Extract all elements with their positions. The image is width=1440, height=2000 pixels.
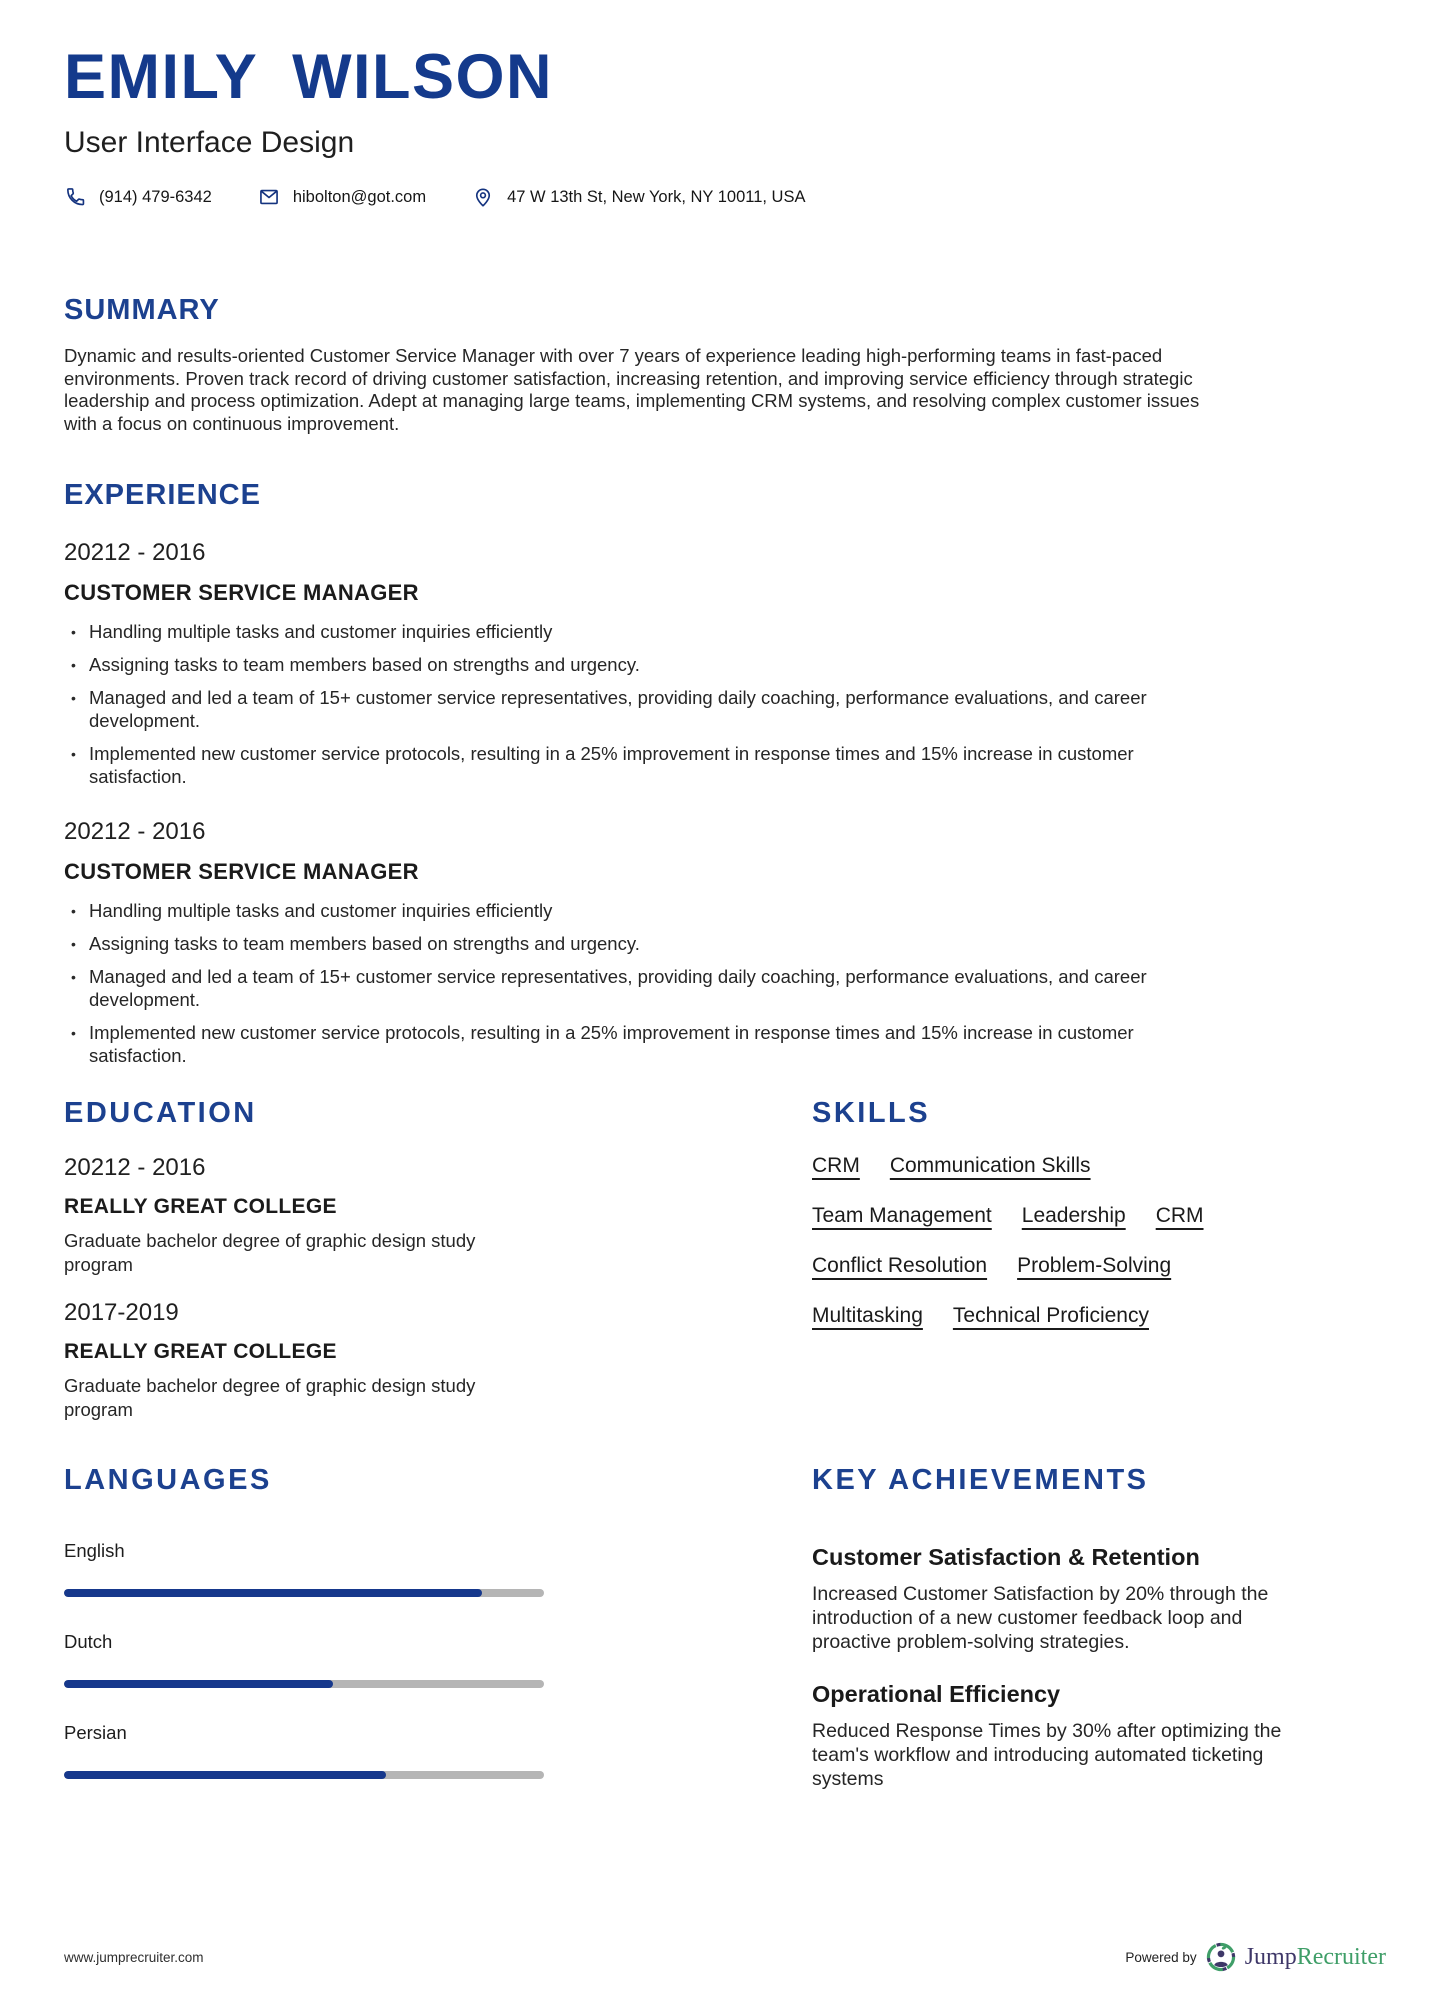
languages-achievements-row bbox=[64, 1464, 1376, 1790]
experience-heading: EXPERIENCE bbox=[64, 479, 261, 512]
brand-name-recruiter: Recruiter bbox=[1296, 1944, 1386, 1970]
contact-address bbox=[472, 186, 805, 208]
achievement-item bbox=[812, 1681, 1376, 1791]
skill-row bbox=[812, 1254, 1376, 1278]
language-item bbox=[64, 1540, 764, 1597]
language-name: English bbox=[64, 1539, 125, 1561]
education-dates: 20212 - 2016 bbox=[64, 1154, 206, 1182]
education-entries bbox=[64, 1154, 764, 1422]
skill-item: Problem-Solving bbox=[1017, 1254, 1172, 1278]
job-bullet: • Managed and led a team of 15+ customer service representatives, providing daily coaching, performance evaluations, and career development. bbox=[64, 965, 1214, 1011]
footer-brand bbox=[1125, 1942, 1386, 1972]
brand-name bbox=[1245, 1945, 1386, 1969]
skill-item: Technical Proficiency bbox=[952, 1304, 1149, 1328]
languages-heading: LANGUAGES bbox=[64, 1464, 272, 1497]
language-level-bar bbox=[64, 1680, 544, 1688]
resume-header bbox=[64, 44, 1376, 208]
skills-list bbox=[812, 1154, 1376, 1328]
summary-heading: SUMMARY bbox=[64, 294, 220, 327]
education-description: Graduate bachelor degree of graphic design study program bbox=[64, 1375, 476, 1421]
skill-row bbox=[812, 1154, 1376, 1178]
job-entry bbox=[64, 818, 1376, 1067]
job-bullet: • Assigning tasks to team members based on strengths and urgency. bbox=[64, 653, 1214, 676]
contact-phone-text: (914) 479-6342 bbox=[99, 187, 212, 206]
job-bullet: • Assigning tasks to team members based on strengths and urgency. bbox=[64, 932, 1214, 955]
contact-row bbox=[64, 186, 1376, 208]
skill-item: Team Management bbox=[812, 1204, 992, 1228]
achievements-section bbox=[812, 1464, 1376, 1790]
job-dates: 20212 - 2016 bbox=[64, 817, 206, 845]
language-name: Dutch bbox=[64, 1630, 113, 1652]
achievement-item bbox=[812, 1544, 1376, 1654]
skill-row bbox=[812, 1304, 1376, 1328]
education-description: Graduate bachelor degree of graphic design study program bbox=[64, 1230, 476, 1276]
job-bullet: • Handling multiple tasks and customer inquiries efficiently bbox=[64, 620, 1214, 643]
summary-text: Dynamic and results-oriented Customer Service Manager with over 7 years of experience leading high-performing teams in fast-paced environments. Proven track record of driving customer satisfaction, increasing retention, and improving service efficiency through strategic leadership and process optimization. Adept at managing large teams, implementing CRM systems, and resolving complex customer issues with a focus on continuous improvement. bbox=[64, 345, 1200, 434]
job-bullets bbox=[64, 620, 1214, 788]
language-name: Persian bbox=[64, 1721, 127, 1743]
achievement-description: Increased Customer Satisfaction by 20% through the introduction of a new customer feedback loop and proactive problem-solving strategies. bbox=[812, 1582, 1269, 1653]
job-bullet: • Implemented new customer service protocols, resulting in a 25% improvement in response times and 15% increase in customer satisfaction. bbox=[64, 742, 1214, 788]
location-icon bbox=[472, 186, 494, 208]
languages-section bbox=[64, 1464, 764, 1790]
summary-section bbox=[64, 294, 1376, 435]
language-level-fill bbox=[64, 1589, 482, 1597]
job-dates: 20212 - 2016 bbox=[64, 538, 206, 566]
contact-phone bbox=[64, 186, 212, 208]
education-dates: 2017-2019 bbox=[64, 1299, 179, 1327]
education-school: REALLY GREAT COLLEGE bbox=[64, 1340, 337, 1364]
achievement-description: Reduced Response Times by 30% after optimizing the team's workflow and introducing automated ticketing systems bbox=[812, 1719, 1282, 1790]
footer-website: www.jumprecruiter.com bbox=[64, 1949, 204, 1965]
language-level-bar bbox=[64, 1589, 544, 1597]
skill-item: CRM bbox=[812, 1154, 860, 1178]
skills-heading: SKILLS bbox=[812, 1096, 931, 1129]
job-entry bbox=[64, 539, 1376, 788]
contact-email bbox=[258, 186, 426, 208]
language-level-fill bbox=[64, 1771, 386, 1779]
education-entry bbox=[64, 1154, 764, 1277]
contact-address-text: 47 W 13th St, New York, NY 10011, USA bbox=[507, 187, 806, 206]
email-icon bbox=[258, 186, 280, 208]
jumprecruiter-logo-icon bbox=[1206, 1942, 1236, 1972]
job-role-title: CUSTOMER SERVICE MANAGER bbox=[64, 858, 419, 884]
brand-name-jump: Jump bbox=[1244, 1944, 1297, 1970]
job-bullet: • Implemented new customer service protocols, resulting in a 25% improvement in response times and 15% increase in customer satisfaction. bbox=[64, 1021, 1214, 1067]
achievements-list bbox=[812, 1544, 1376, 1791]
skill-item: Conflict Resolution bbox=[812, 1254, 988, 1278]
education-heading: EDUCATION bbox=[64, 1096, 257, 1129]
achievement-title: Customer Satisfaction & Retention bbox=[812, 1543, 1200, 1570]
experience-section bbox=[64, 479, 1376, 1066]
languages-list bbox=[64, 1540, 764, 1779]
contact-email-text: hibolton@got.com bbox=[292, 187, 427, 206]
job-bullets bbox=[64, 899, 1214, 1067]
job-bullet: • Handling multiple tasks and customer inquiries efficiently bbox=[64, 899, 1214, 922]
skill-item: Communication Skills bbox=[889, 1154, 1091, 1178]
education-skills-row bbox=[64, 1097, 1376, 1422]
language-level-bar bbox=[64, 1771, 544, 1779]
education-entry bbox=[64, 1299, 764, 1422]
powered-by-label: Powered by bbox=[1125, 1949, 1197, 1965]
candidate-name: EMILY WILSON bbox=[64, 42, 554, 112]
skill-item: Leadership bbox=[1021, 1204, 1126, 1228]
achievements-heading: KEY ACHIEVEMENTS bbox=[812, 1464, 1149, 1497]
candidate-title: User Interface Design bbox=[64, 126, 355, 160]
footer bbox=[64, 1942, 1386, 1972]
job-bullet: • Managed and led a team of 15+ customer service representatives, providing daily coaching, performance evaluations, and career development. bbox=[64, 686, 1214, 732]
skills-section bbox=[812, 1097, 1376, 1422]
education-section bbox=[64, 1097, 764, 1422]
language-level-fill bbox=[64, 1680, 333, 1688]
language-item bbox=[64, 1631, 764, 1688]
skill-row bbox=[812, 1204, 1376, 1228]
skill-item: Multitasking bbox=[812, 1304, 923, 1328]
job-role-title: CUSTOMER SERVICE MANAGER bbox=[64, 579, 419, 605]
language-item bbox=[64, 1722, 764, 1779]
phone-icon bbox=[64, 186, 86, 208]
achievement-title: Operational Efficiency bbox=[812, 1680, 1061, 1707]
experience-jobs bbox=[64, 539, 1376, 1067]
skill-item: CRM bbox=[1155, 1204, 1204, 1228]
education-school: REALLY GREAT COLLEGE bbox=[64, 1195, 337, 1219]
